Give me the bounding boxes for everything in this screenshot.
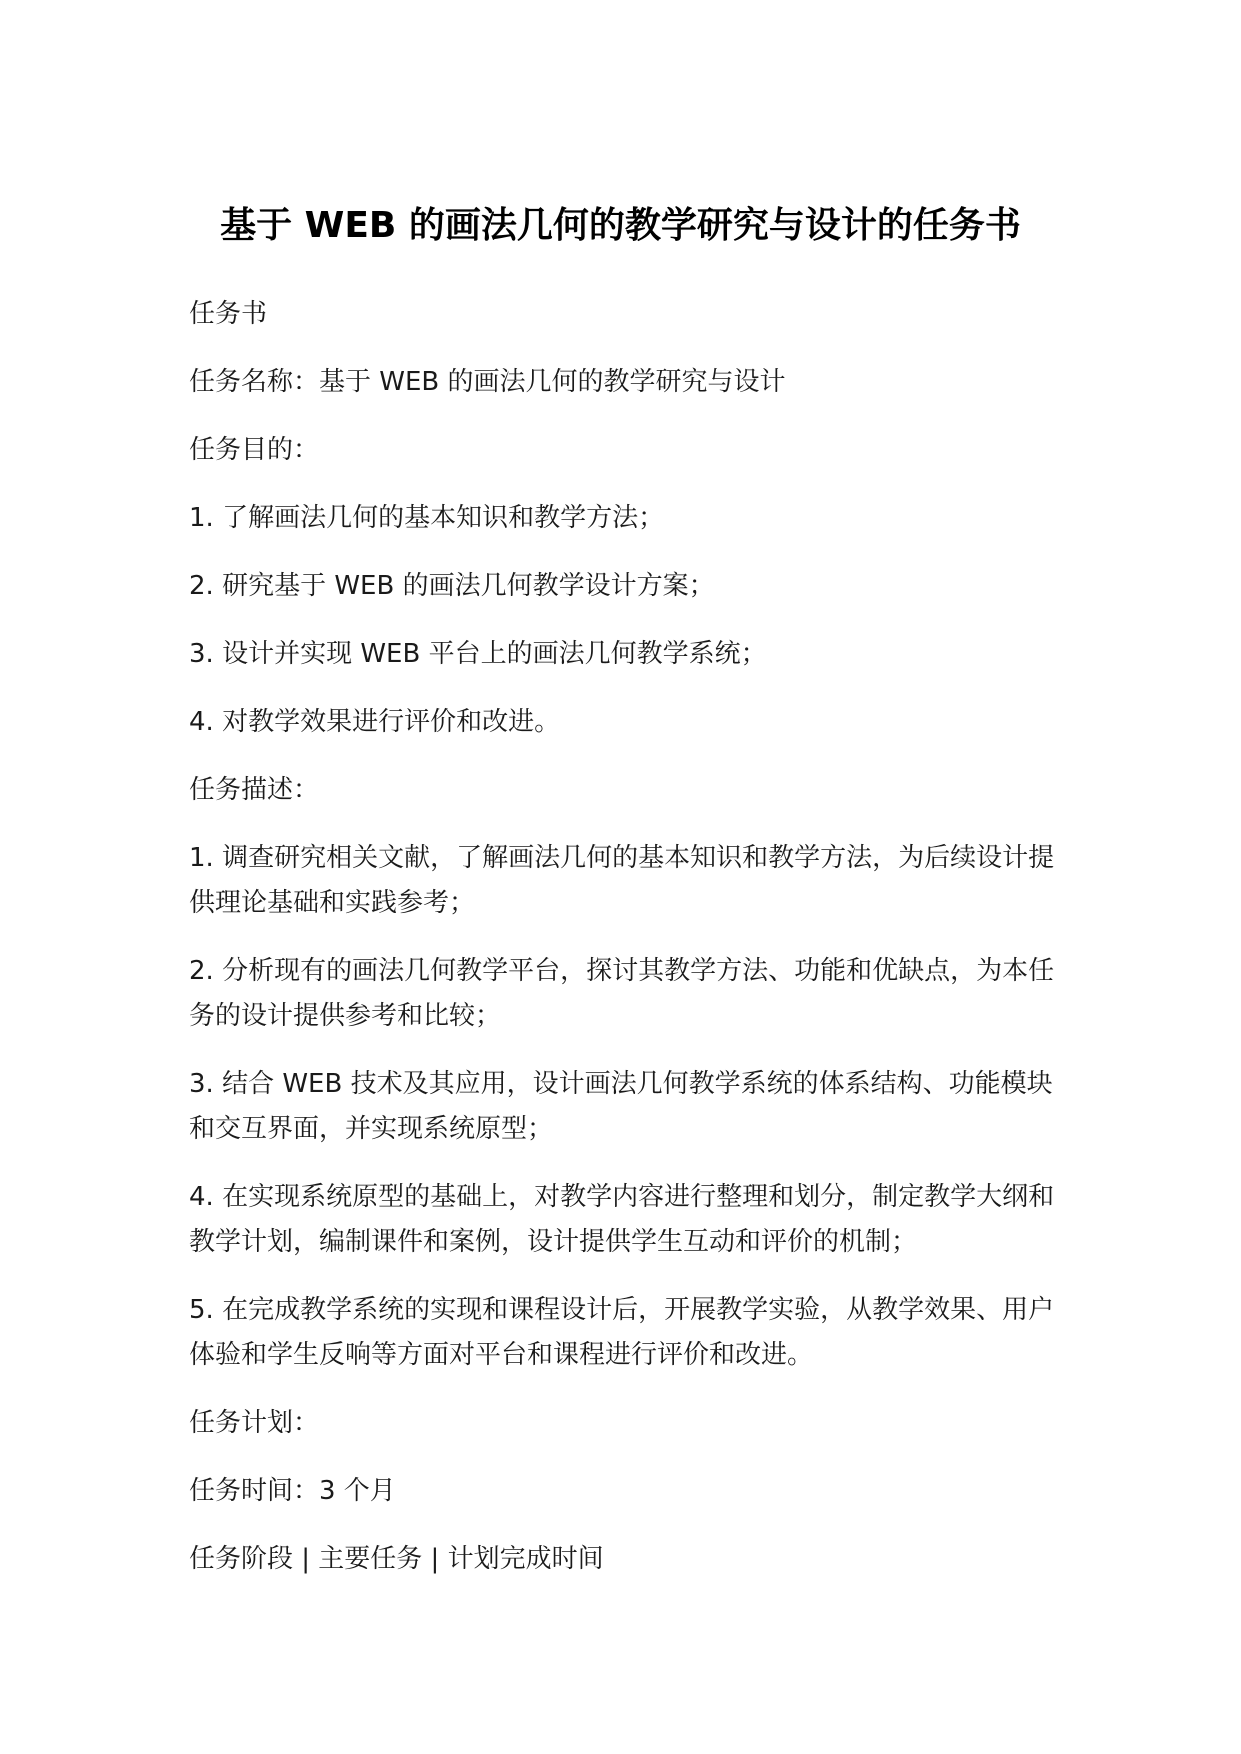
- description-item-3: 3. 结合 WEB 技术及其应用，设计画法几何教学系统的体系结构、功能模块和交互界面，并实现系统原型；: [189, 1069, 1053, 1144]
- document-body: [189, 292, 1069, 1605]
- section-heading-plan: 任务计划：: [189, 1408, 320, 1438]
- section-heading-description: 任务描述：: [189, 775, 320, 805]
- description-item-1: 1. 调查研究相关文献，了解画法几何的基本知识和教学方法，为后续设计提供理论基础和实践参考；: [189, 843, 1055, 918]
- task-duration-line: 任务时间：3 个月: [189, 1476, 396, 1506]
- purpose-item-1: 1. 了解画法几何的基本知识和教学方法；: [189, 503, 665, 533]
- plan-table-header: 任务阶段 | 主要任务 | 计划完成时间: [189, 1544, 604, 1574]
- purpose-item-2: 2. 研究基于 WEB 的画法几何教学设计方案；: [189, 571, 715, 601]
- section-heading-purpose: 任务目的：: [189, 435, 320, 465]
- description-item-4: 4. 在实现系统原型的基础上，对教学内容进行整理和划分，制定教学大纲和教学计划，编制课件和案例，设计提供学生互动和评价的机制；: [189, 1182, 1055, 1257]
- purpose-item-4: 4. 对教学效果进行评价和改进。: [189, 707, 561, 737]
- task-name-line: 任务名称：基于 WEB 的画法几何的教学研究与设计: [189, 367, 786, 397]
- purpose-item-3: 3. 设计并实现 WEB 平台上的画法几何教学系统；: [189, 639, 767, 669]
- document-title: 基于 WEB 的画法几何的教学研究与设计的任务书: [220, 205, 1021, 247]
- section-heading-task-book: 任务书: [189, 299, 268, 329]
- description-item-2: 2. 分析现有的画法几何教学平台，探讨其教学方法、功能和优缺点，为本任务的设计提供参考和比较；: [189, 956, 1055, 1031]
- description-item-5: 5. 在完成教学系统的实现和课程设计后，开展教学实验，从教学效果、用户体验和学生反响等方面对平台和课程进行评价和改进。: [189, 1295, 1055, 1370]
